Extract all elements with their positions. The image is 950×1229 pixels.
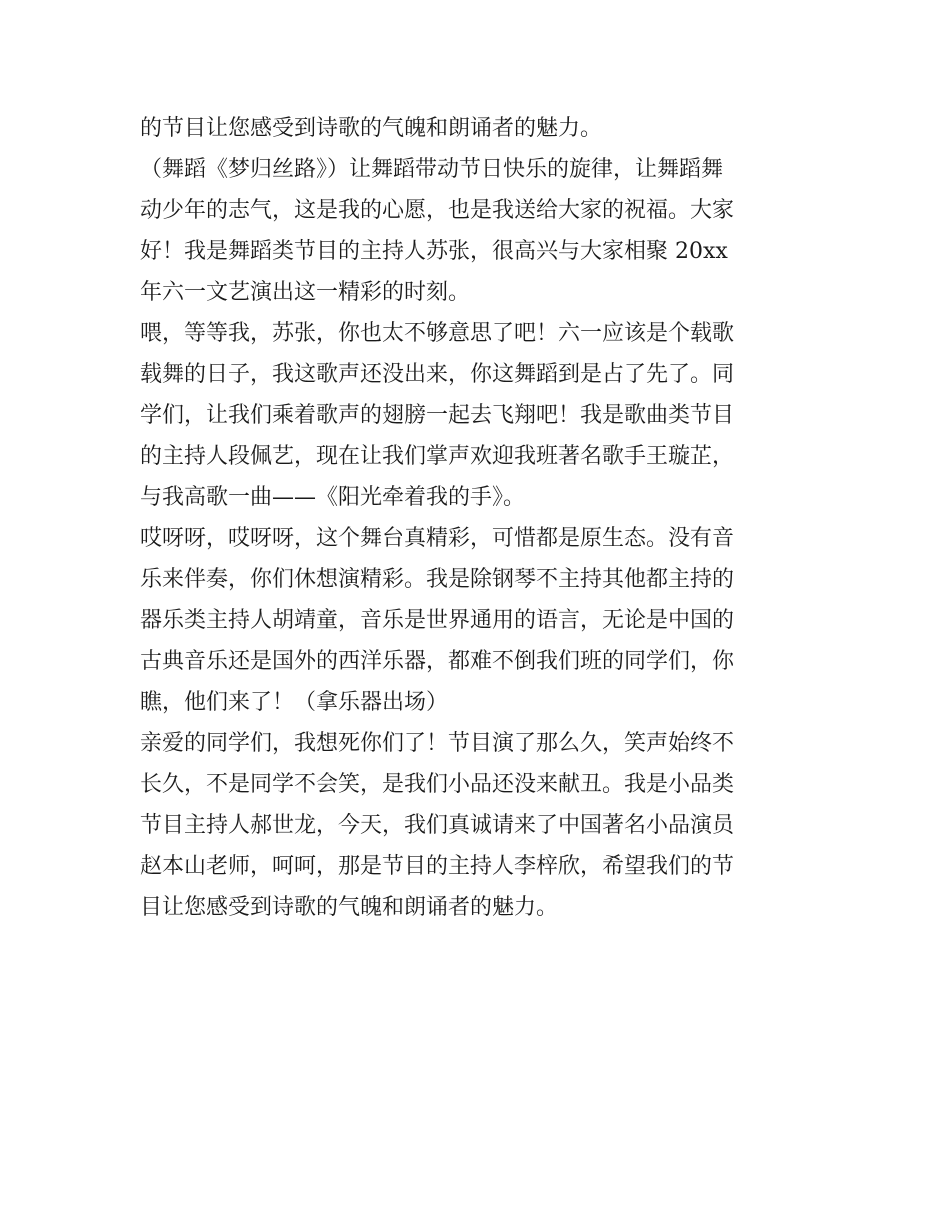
text-line-1: 的节目让您感受到诗歌的气魄和朗诵者的魅力。: [140, 116, 603, 141]
text-line-2: （舞蹈《梦归丝路》）让舞蹈带动节日快乐的旋律，让舞蹈舞: [140, 157, 724, 182]
text-line-3: 动少年的志气，这是我的心愿，也是我送给大家的祝福。大家: [140, 198, 735, 223]
text-line-6: 喂，等等我，苏张，你也太不够意思了吧！六一应该是个载歌: [140, 321, 735, 346]
document-body: [140, 108, 820, 928]
text-line-17: 长久，不是同学不会笑，是我们小品还没来献丑。我是小品类: [140, 772, 735, 797]
text-line-4: 好！我是舞蹈类节目的主持人苏张，很高兴与大家相聚 20xx: [140, 239, 728, 264]
text-line-7: 载舞的日子，我这歌声还没出来，你这舞蹈到是占了先了。同: [140, 362, 735, 387]
text-line-16: 亲爱的同学们，我想死你们了！节目演了那么久，笑声始终不: [140, 731, 735, 756]
text-line-18: 节目主持人郝世龙，今天，我们真诚请来了中国著名小品演员: [140, 813, 735, 838]
text-line-13: 器乐类主持人胡靖童，音乐是世界通用的语言，无论是中国的: [140, 608, 735, 633]
text-line-9: 的主持人段佩艺，现在让我们掌声欢迎我班著名歌手王璇芷，: [140, 444, 735, 469]
text-line-20: 目让您感受到诗歌的气魄和朗诵者的魅力。: [140, 895, 559, 920]
text-line-15: 瞧，他们来了！（拿乐器出场）: [140, 690, 449, 715]
text-line-8: 学们，让我们乘着歌声的翅膀一起去飞翔吧！我是歌曲类节目: [140, 403, 735, 428]
text-line-10: 与我高歌一曲——《阳光牵着我的手》。: [140, 485, 526, 510]
text-line-5: 年六一文艺演出这一精彩的时刻。: [140, 280, 471, 305]
text-line-19: 赵本山老师，呵呵，那是节目的主持人李梓欣，希望我们的节: [140, 854, 735, 879]
text-line-11: 哎呀呀，哎呀呀，这个舞台真精彩，可惜都是原生态。没有音: [140, 526, 735, 551]
text-line-12: 乐来伴奏，你们休想演精彩。我是除钢琴不主持其他都主持的: [140, 567, 735, 592]
text-line-14: 古典音乐还是国外的西洋乐器，都难不倒我们班的同学们，你: [140, 649, 735, 674]
